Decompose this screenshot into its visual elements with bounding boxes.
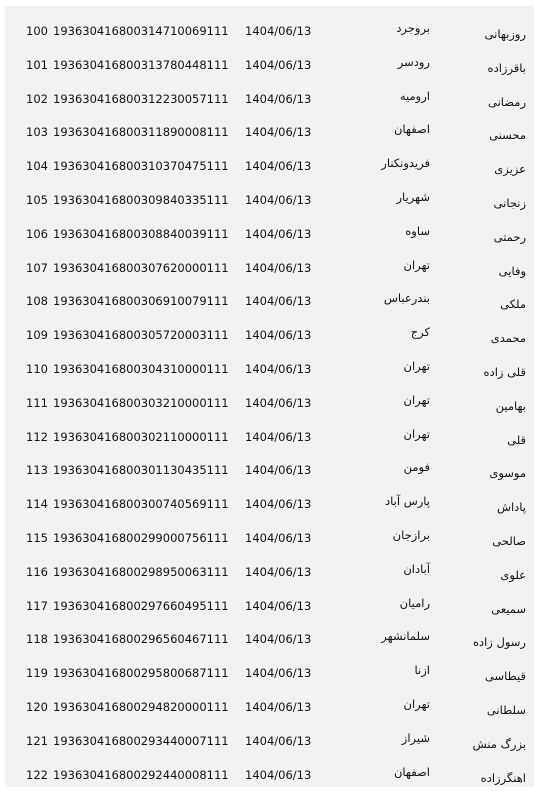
row-index: 101: [26, 57, 48, 72]
row-name: رمضانی: [488, 94, 526, 109]
row-name: محسنی: [489, 128, 526, 143]
row-city: اصفهان: [393, 764, 430, 779]
row-city: رامیان: [399, 595, 430, 610]
row-date: 1404/06/13: [245, 226, 312, 241]
row-city: ساوه: [405, 223, 430, 238]
table-row: [5, 657, 534, 691]
row-name: وفایی: [498, 263, 526, 278]
row-index: 106: [26, 226, 48, 241]
row-index: 105: [26, 192, 48, 207]
table-row: [5, 556, 534, 590]
row-index: 122: [26, 767, 48, 782]
row-name: روزبهانی: [484, 27, 526, 41]
table-row: [5, 116, 534, 150]
row-code: 193630416800308840039111: [53, 226, 229, 241]
row-name: سمیعی: [491, 601, 526, 616]
row-code: 193630416800304310000111: [53, 361, 229, 376]
row-name: پاداش: [496, 500, 526, 515]
row-code: 193630416800301130435111: [53, 463, 229, 478]
row-index: 112: [26, 429, 48, 444]
row-date: 1404/06/13: [245, 260, 312, 275]
row-code: 193630416800300740569111: [53, 497, 229, 512]
row-name: سلطانی: [486, 702, 526, 717]
row-date: 1404/06/13: [245, 57, 312, 72]
row-code: 193630416800298950063111: [53, 564, 229, 579]
row-code: 193630416800294820000111: [53, 699, 229, 714]
row-code: 193630416800309840335111: [53, 192, 229, 207]
table-row: [5, 49, 534, 83]
row-date: 1404/06/13: [245, 463, 312, 478]
row-date: 1404/06/13: [245, 361, 312, 376]
row-name: رسول زاده: [472, 635, 526, 650]
row-name: اهنگرزاده: [480, 770, 526, 785]
row-city: پارس آباد: [385, 494, 430, 509]
row-date: 1404/06/13: [245, 159, 312, 174]
row-city: ارومیه: [399, 88, 430, 103]
row-date: 1404/06/13: [245, 666, 312, 681]
row-name: قلی: [507, 432, 526, 447]
table-row: [5, 83, 534, 117]
row-code: 193630416800305720003111: [53, 328, 229, 343]
row-index: 104: [26, 159, 48, 174]
table-row: [5, 285, 534, 319]
row-index: 114: [26, 497, 48, 512]
row-city: شیراز: [401, 730, 430, 745]
row-date: 1404/06/13: [245, 328, 312, 343]
row-code: 193630416800295800687111: [53, 666, 229, 681]
row-date: 1404/06/13: [245, 192, 312, 207]
row-index: 121: [26, 733, 48, 748]
row-date: 1404/06/13: [245, 497, 312, 512]
row-index: 108: [26, 294, 48, 309]
row-code: 193630416800293440007111: [53, 733, 229, 748]
row-city: تهران: [403, 392, 430, 407]
row-code: 193630416800310370475111: [53, 159, 229, 174]
row-name: قیطاسی: [484, 669, 526, 684]
row-index: 102: [26, 91, 48, 106]
row-name: محمدی: [490, 331, 526, 346]
row-code: 193630416800312230057111: [53, 91, 229, 106]
row-name: زنجانی: [493, 195, 526, 210]
table-row: [5, 522, 534, 556]
row-index: 120: [26, 699, 48, 714]
row-city: فریدونکنار: [381, 156, 430, 171]
row-code: 193630416800306910079111: [53, 294, 229, 309]
table-row: [5, 218, 534, 252]
table-row: [5, 353, 534, 387]
row-index: 109: [26, 328, 48, 343]
row-date: 1404/06/13: [245, 125, 312, 140]
row-code: 193630416800314710069111: [53, 24, 229, 38]
table-row: [5, 150, 534, 184]
row-code: 193630416800313780448111: [53, 57, 229, 72]
row-city: اصفهان: [393, 122, 430, 137]
row-city: کرج: [410, 325, 430, 340]
row-city: سلمانشهر: [381, 629, 430, 644]
table-row: [5, 759, 534, 792]
document-page: [5, 6, 534, 787]
row-city: شهریار: [396, 189, 430, 204]
row-code: 193630416800297660495111: [53, 598, 229, 613]
row-date: 1404/06/13: [245, 530, 312, 545]
row-city: تهران: [403, 696, 430, 711]
row-city: بندرعباس: [383, 291, 430, 306]
table-row: [5, 15, 534, 49]
row-index: 107: [26, 260, 48, 275]
row-city: رودسر: [397, 54, 430, 69]
row-city: آبادان: [403, 561, 430, 576]
row-index: 117: [26, 598, 48, 613]
row-date: 1404/06/13: [245, 564, 312, 579]
row-name: بزرگ منش: [472, 736, 526, 751]
row-name: صالحی: [492, 533, 526, 548]
row-name: علوی: [500, 567, 526, 582]
row-index: 115: [26, 530, 48, 545]
row-name: موسوی: [489, 466, 526, 481]
row-city: فومن: [403, 460, 430, 475]
records-table: [5, 15, 534, 792]
row-index: 103: [26, 125, 48, 140]
row-city: تهران: [403, 426, 430, 441]
table-row: [5, 252, 534, 286]
row-date: 1404/06/13: [245, 294, 312, 309]
row-name: رحمتی: [493, 229, 526, 244]
row-index: 111: [26, 395, 48, 410]
table-row: [5, 387, 534, 421]
table-row: [5, 319, 534, 353]
table-row: [5, 454, 534, 488]
table-row: [5, 590, 534, 624]
row-city: بروجرد: [396, 21, 430, 35]
table-row: [5, 184, 534, 218]
table-row: [5, 725, 534, 759]
row-date: 1404/06/13: [245, 699, 312, 714]
row-date: 1404/06/13: [245, 632, 312, 647]
row-date: 1404/06/13: [245, 767, 312, 782]
row-name: ملکی: [500, 297, 526, 312]
table-row: [5, 421, 534, 455]
table-row: [5, 691, 534, 725]
row-city: ازنا: [414, 663, 430, 678]
row-name: باقرزاده: [487, 60, 526, 75]
row-date: 1404/06/13: [245, 429, 312, 444]
row-index: 113: [26, 463, 48, 478]
row-code: 193630416800303210000111: [53, 395, 229, 410]
row-code: 193630416800302110000111: [53, 429, 229, 444]
row-name: عزیزی: [494, 162, 526, 177]
row-name: بهامین: [495, 398, 526, 413]
row-city: تهران: [403, 257, 430, 272]
row-index: 116: [26, 564, 48, 579]
row-date: 1404/06/13: [245, 91, 312, 106]
table-row: [5, 623, 534, 657]
row-name: قلی زاده: [483, 364, 526, 379]
row-code: 193630416800311890008111: [53, 125, 229, 140]
row-city: برازجان: [392, 527, 430, 542]
row-date: 1404/06/13: [245, 395, 312, 410]
row-index: 118: [26, 632, 48, 647]
row-code: 193630416800299000756111: [53, 530, 229, 545]
row-code: 193630416800296560467111: [53, 632, 229, 647]
row-code: 193630416800307620000111: [53, 260, 229, 275]
table-row: [5, 488, 534, 522]
row-code: 193630416800292440008111: [53, 767, 229, 782]
row-date: 1404/06/13: [245, 733, 312, 748]
row-city: تهران: [403, 358, 430, 373]
row-index: 119: [26, 666, 48, 681]
row-index: 100: [26, 24, 48, 38]
row-date: 1404/06/13: [245, 24, 312, 38]
row-date: 1404/06/13: [245, 598, 312, 613]
row-index: 110: [26, 361, 48, 376]
